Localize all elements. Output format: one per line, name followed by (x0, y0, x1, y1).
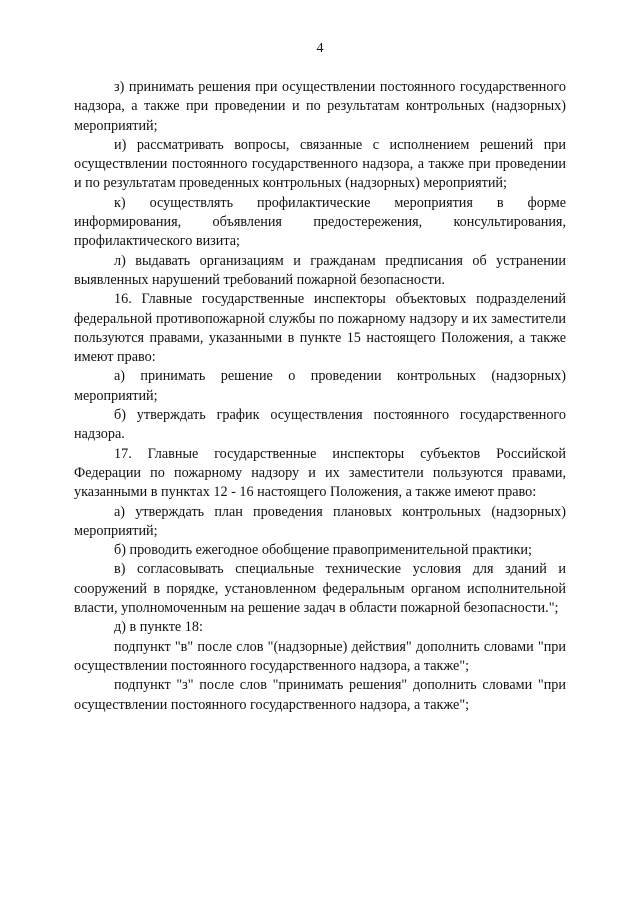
paragraph-clause-17: 17. Главные государственные инспекторы субъектов Российской Федерации по пожарному надзору и их заместители пользуются правами, указанными в пунктах 12 - 16 настоящего Положения, а также имеют право: (74, 445, 566, 501)
paragraph-clause-16-a: а) принимать решение о проведении контрольных (надзорных) мероприятий; (74, 368, 566, 404)
paragraph-clause-17-v: в) согласовывать специальные технические условия для зданий и сооружений в порядке, установленном федеральным органом исполнительной власти, уполномоченным на решение задач в области пожарной безопасности."; (74, 561, 566, 617)
paragraph-clause-16: 16. Главные государственные инспекторы объектовых подразделений федеральной противопожарной службы по пожарному надзору и их заместители пользуются правами, указанными в пункте 15 настоящего Положения, а также имеют право: (74, 291, 566, 366)
paragraph-clause-17-a: а) утверждать план проведения плановых контрольных (надзорных) мероприятий; (74, 503, 566, 539)
paragraph-clause-16-b: б) утверждать график осуществления постоянного государственного надзора. (74, 407, 566, 443)
paragraph-subitem-v: подпункт "в" после слов "(надзорные) действия" дополнить словами "при осуществлении постоянного государственного надзора, а также"; (74, 638, 566, 674)
paragraph-clause-17-b: б) проводить ежегодное обобщение правоприменительной практики; (114, 542, 532, 559)
paragraph-subitem-z: подпункт "з" после слов "принимать решения" дополнить словами "при осуществлении постоянного государственного надзора, а также"; (74, 677, 566, 713)
paragraph-item-k: к) осуществлять профилактические мероприятия в форме информирования, объявления предостережения, консультирования, профилактического визита; (74, 194, 566, 250)
paragraph-amendment-d: д) в пункте 18: (114, 619, 203, 636)
page-number: 4 (316, 41, 324, 56)
paragraph-item-z: з) принимать решения при осуществлении постоянного государственного надзора, а также при проведении и по результатам контрольных (надзорных) мероприятий; (74, 79, 566, 134)
paragraph-item-i: и) рассматривать вопросы, связанные с исполнением решений при осуществлении постоянного государственного надзора, а также при проведении и по результатам проведенных контрольных (надзорных) мероприятий; (74, 136, 566, 192)
paragraph-item-l: л) выдавать организациям и гражданам предписания об устранении выявленных нарушений требований пожарной безопасности. (74, 252, 566, 288)
document-body (74, 78, 566, 715)
